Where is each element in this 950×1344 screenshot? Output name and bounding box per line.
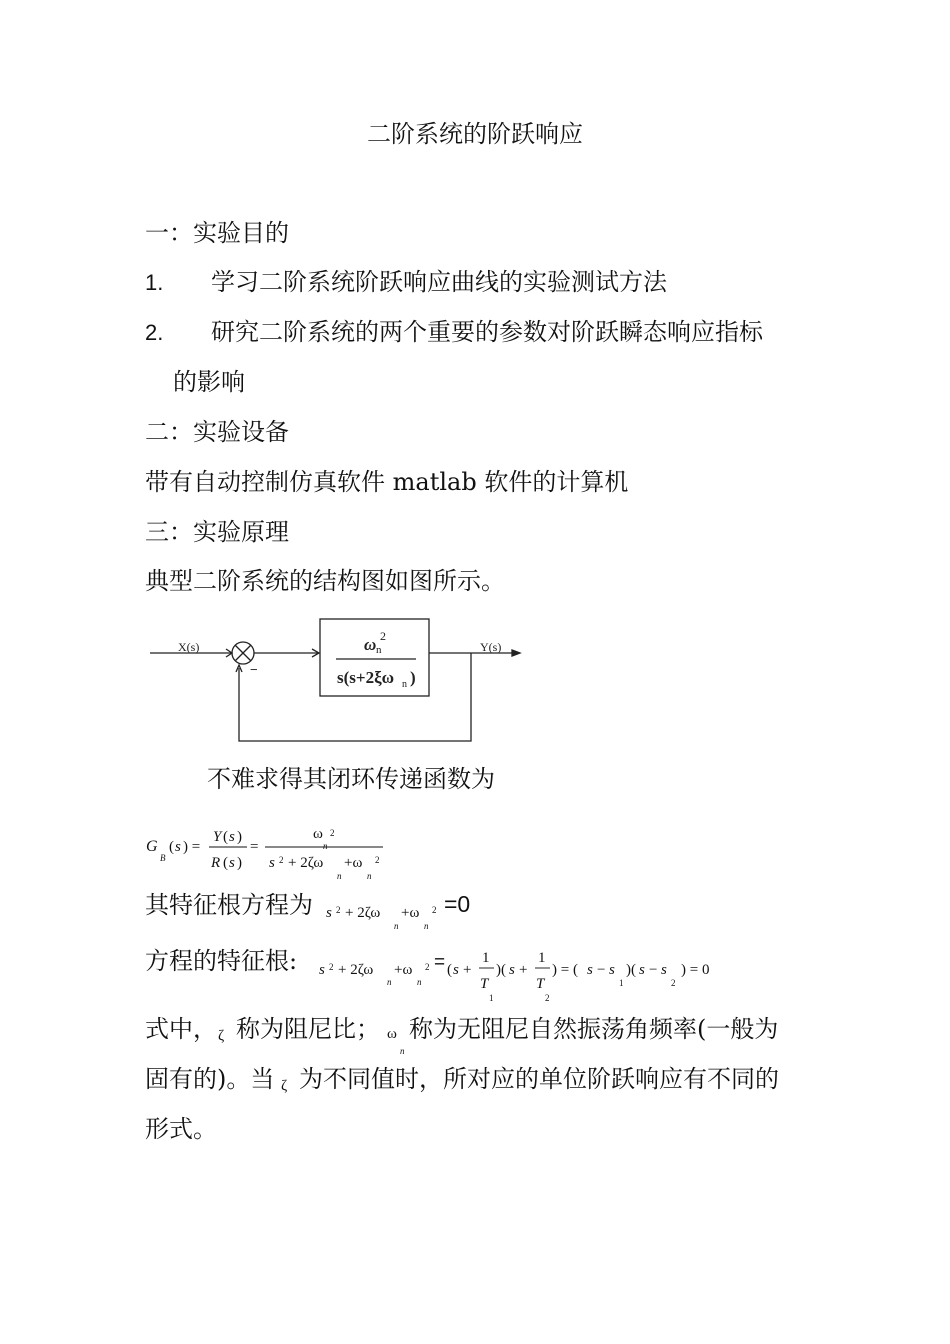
svg-text:s: s bbox=[453, 962, 459, 978]
svg-text:+ω: +ω bbox=[394, 962, 413, 978]
svg-text:(: ( bbox=[223, 829, 228, 845]
omega-n-symbol bbox=[384, 1022, 408, 1056]
output-label: Y(s) bbox=[480, 640, 502, 654]
input-label: X(s) bbox=[178, 640, 200, 654]
svg-text:2: 2 bbox=[425, 962, 430, 972]
svg-text:1: 1 bbox=[619, 978, 624, 988]
svg-text:2: 2 bbox=[432, 905, 437, 915]
svg-text:2: 2 bbox=[545, 993, 550, 1003]
svg-text:ζ: ζ bbox=[281, 1078, 288, 1094]
svg-text:ω: ω bbox=[387, 1026, 397, 1042]
svg-text:s: s bbox=[269, 855, 275, 871]
svg-text:G: G bbox=[146, 838, 158, 855]
svg-text:R: R bbox=[211, 855, 221, 871]
svg-text:2: 2 bbox=[329, 962, 334, 972]
svg-text:n: n bbox=[323, 841, 328, 851]
svg-text:T: T bbox=[536, 976, 545, 992]
svg-text:n: n bbox=[394, 921, 399, 931]
svg-text:B: B bbox=[160, 853, 166, 863]
svg-text:): ) bbox=[237, 829, 242, 845]
svg-text:) = (: ) = ( bbox=[552, 962, 578, 978]
section-heading-principle: 三：实验原理 bbox=[145, 518, 289, 546]
para-line-2-start: 固有的)。当 bbox=[145, 1065, 275, 1093]
svg-text:2: 2 bbox=[375, 855, 380, 865]
svg-text:+ 2ζω: + 2ζω bbox=[345, 905, 381, 921]
para-line-1-start: 式中， bbox=[145, 1015, 217, 1043]
svg-text:T: T bbox=[480, 976, 489, 992]
list-number: 1. bbox=[145, 270, 164, 295]
zeta-symbol bbox=[280, 1074, 296, 1098]
svg-text:)(: )( bbox=[626, 962, 636, 978]
svg-text:)(: )( bbox=[496, 962, 506, 978]
zeta-symbol bbox=[216, 1024, 232, 1048]
char-eq-lhs bbox=[322, 895, 444, 935]
svg-text:ω: ω bbox=[313, 826, 323, 842]
svg-text:(: ( bbox=[447, 962, 452, 978]
svg-text:1: 1 bbox=[538, 950, 546, 966]
svg-text:(: ( bbox=[223, 855, 228, 871]
svg-text:s: s bbox=[609, 962, 615, 978]
svg-text:n: n bbox=[400, 1046, 405, 1056]
svg-text:+: + bbox=[463, 962, 472, 978]
svg-text:) =: ) = bbox=[183, 839, 201, 855]
svg-text:+ 2ζω: + 2ζω bbox=[338, 962, 374, 978]
char-roots-lhs bbox=[315, 945, 435, 985]
tf-numerator: ω bbox=[364, 635, 377, 654]
svg-text:+ω: +ω bbox=[344, 855, 363, 871]
svg-text:s: s bbox=[661, 962, 667, 978]
list-item-continuation: 的影响 bbox=[173, 368, 245, 396]
tf-numerator-sub: n bbox=[376, 644, 382, 656]
svg-text:s: s bbox=[509, 962, 515, 978]
svg-text:2: 2 bbox=[330, 828, 335, 838]
para-line-1-mid: 称为阻尼比； bbox=[236, 1015, 380, 1043]
svg-text:s: s bbox=[175, 839, 181, 855]
char-roots-factorization bbox=[444, 944, 724, 1006]
closed-loop-intro: 不难求得其闭环传递函数为 bbox=[207, 765, 495, 793]
para-line-2-end: 为不同值时，所对应的单位阶跃响应有不同的 bbox=[299, 1065, 779, 1093]
tf-denominator-close: ) bbox=[410, 668, 416, 687]
closed-loop-equation bbox=[143, 820, 403, 884]
svg-text:n: n bbox=[367, 871, 372, 881]
svg-text:s: s bbox=[587, 962, 593, 978]
svg-text:s: s bbox=[639, 962, 645, 978]
tf-denominator-sub: n bbox=[402, 679, 407, 690]
equals-sign: = bbox=[434, 952, 446, 973]
svg-text:+ω: +ω bbox=[401, 905, 420, 921]
minus-sign: − bbox=[250, 662, 258, 677]
list-item: 学习二阶系统阶跃响应曲线的实验测试方法 bbox=[211, 268, 667, 296]
principle-text: 典型二阶系统的结构图如图所示。 bbox=[145, 567, 505, 595]
svg-text:Y: Y bbox=[213, 829, 222, 845]
svg-text:−: − bbox=[597, 962, 606, 978]
svg-text:+ 2ζω: + 2ζω bbox=[288, 855, 324, 871]
char-eq-rhs: =0 bbox=[444, 891, 471, 917]
svg-text:(: ( bbox=[169, 839, 174, 855]
tf-numerator-sup: 2 bbox=[380, 629, 386, 643]
svg-text:n: n bbox=[387, 977, 392, 985]
char-eq-intro: 其特征根方程为 bbox=[145, 891, 313, 919]
svg-text:s: s bbox=[326, 905, 332, 921]
svg-text:s: s bbox=[229, 829, 235, 845]
svg-text:2: 2 bbox=[671, 978, 676, 988]
svg-text:) = 0: ) = 0 bbox=[681, 962, 710, 978]
svg-text:n: n bbox=[417, 977, 422, 985]
block-diagram bbox=[140, 610, 540, 750]
char-roots-intro: 方程的特征根: bbox=[145, 947, 298, 975]
svg-text:2: 2 bbox=[336, 905, 341, 915]
svg-text:n: n bbox=[424, 921, 429, 931]
tf-denominator: s(s+2ξω bbox=[337, 668, 395, 687]
svg-text:1: 1 bbox=[489, 993, 494, 1003]
svg-text:=: = bbox=[250, 839, 259, 855]
para-line-1-end: 称为无阻尼自然振荡角频率(一般为 bbox=[409, 1015, 779, 1043]
svg-text:−: − bbox=[649, 962, 658, 978]
para-line-3: 形式。 bbox=[145, 1115, 217, 1143]
svg-text:): ) bbox=[237, 855, 242, 871]
svg-text:ζ: ζ bbox=[218, 1028, 225, 1044]
list-number: 2. bbox=[145, 320, 164, 345]
svg-text:+: + bbox=[519, 962, 528, 978]
svg-text:s: s bbox=[229, 855, 235, 871]
svg-text:s: s bbox=[319, 962, 325, 978]
equipment-text: 带有自动控制仿真软件 matlab 软件的计算机 bbox=[145, 468, 629, 496]
svg-text:2: 2 bbox=[279, 855, 284, 865]
svg-text:n: n bbox=[337, 871, 342, 881]
list-item: 研究二阶系统的两个重要的参数对阶跃瞬态响应指标 bbox=[211, 318, 763, 346]
page-title: 二阶系统的阶跃响应 bbox=[367, 120, 583, 148]
section-heading-equipment: 二：实验设备 bbox=[145, 418, 289, 446]
section-heading-purpose: 一：实验目的 bbox=[145, 219, 289, 247]
svg-text:1: 1 bbox=[482, 950, 490, 966]
